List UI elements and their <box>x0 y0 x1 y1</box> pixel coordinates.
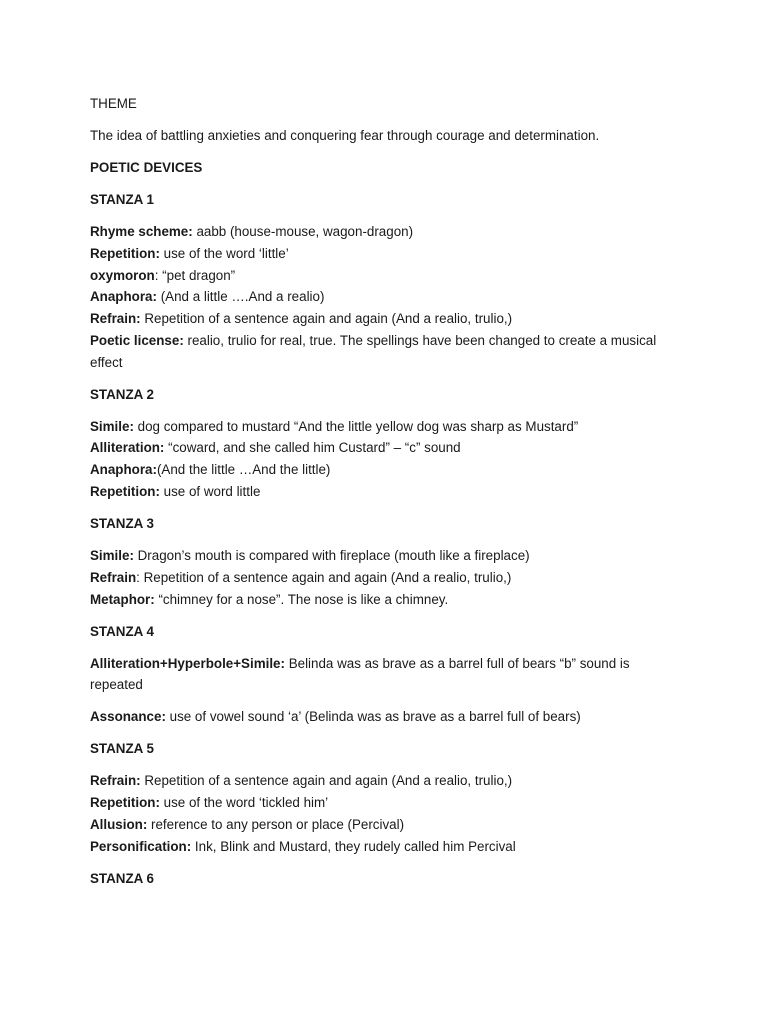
device-term: Rhyme scheme: <box>90 223 193 239</box>
device-entry <box>90 792 680 814</box>
device-description: Dragon’s mouth is compared with fireplace (mouth like a fireplace) <box>133 548 530 564</box>
device-term: Simile: <box>90 548 134 564</box>
stanza-heading: STANZA 3 <box>90 516 154 532</box>
device-entry <box>90 265 680 287</box>
device-term: Repetition: <box>90 484 160 500</box>
device-description: use of vowel sound ‘a’ (Belinda was as brave as a barrel full of bears) <box>165 709 581 725</box>
stanza-heading: STANZA 4 <box>90 623 154 639</box>
device-description: Belinda was as brave as a barrel full of bears “b” sound is repeated <box>90 655 630 693</box>
device-entry <box>90 221 680 243</box>
device-entry <box>90 481 680 503</box>
device-entry <box>90 653 680 697</box>
device-term: Assonance: <box>90 709 166 725</box>
device-description: reference to any person or place (Percival) <box>147 816 405 832</box>
stanza-heading: STANZA 2 <box>90 386 154 402</box>
device-group <box>90 221 680 374</box>
device-entry <box>90 416 680 438</box>
device-group <box>90 545 680 610</box>
device-description: realio, trulio for real, true. The spellings have been changed to create a musical effect <box>90 332 657 370</box>
device-description: aabb (house-mouse, wagon-dragon) <box>192 223 414 239</box>
device-description: dog compared to mustard “And the little yellow dog was sharp as Mustard” <box>133 418 579 434</box>
device-term: Repetition: <box>90 245 160 261</box>
stanza-heading: STANZA 6 <box>90 870 154 886</box>
device-entry <box>90 330 680 374</box>
device-description: use of the word ‘tickled him’ <box>159 795 329 811</box>
device-term: Repetition: <box>90 795 160 811</box>
device-entry <box>90 814 680 836</box>
device-description: use of word little <box>159 484 261 500</box>
device-group <box>90 653 680 697</box>
device-description: : Repetition of a sentence again and again (And a realio, trulio,) <box>136 569 512 585</box>
device-term: Simile: <box>90 418 134 434</box>
device-entry <box>90 836 680 858</box>
device-description: (And a little ….And a realio) <box>156 289 325 305</box>
device-entry <box>90 706 680 728</box>
device-entry <box>90 286 680 308</box>
device-description: Repetition of a sentence again and again (And a realio, trulio,) <box>140 311 513 327</box>
device-description: use of the word ‘little’ <box>159 245 289 261</box>
stanza-list <box>90 189 680 890</box>
device-entry <box>90 545 680 567</box>
device-entry <box>90 459 680 481</box>
device-term: Refrain: <box>90 311 141 327</box>
device-term: Personification: <box>90 838 192 854</box>
device-description: Repetition of a sentence again and again (And a realio, trulio,) <box>140 773 513 789</box>
device-entry <box>90 567 680 589</box>
device-term: Alliteration: <box>90 440 165 456</box>
device-group <box>90 770 680 857</box>
device-entry <box>90 589 680 611</box>
device-description: Ink, Blink and Mustard, they rudely called him Percival <box>191 838 516 854</box>
stanza-heading: STANZA 1 <box>90 191 154 207</box>
device-term: Refrain <box>90 569 137 585</box>
device-entry <box>90 308 680 330</box>
device-term: Anaphora: <box>90 462 157 478</box>
device-term: Allusion: <box>90 816 148 832</box>
device-group <box>90 416 680 503</box>
device-term: Alliteration+Hyperbole+Simile: <box>90 655 285 671</box>
theme-text: The idea of battling anxieties and conquering fear through courage and determination. <box>90 127 600 143</box>
device-entry <box>90 437 680 459</box>
device-group <box>90 706 680 728</box>
poetic-devices-heading: POETIC DEVICES <box>90 159 203 175</box>
document-content <box>90 93 680 900</box>
device-term: Refrain: <box>90 773 141 789</box>
device-term: Poetic license: <box>90 332 184 348</box>
device-description: “coward, and she called him Custard” – “c” sound <box>164 440 461 456</box>
device-term: Anaphora: <box>90 289 157 305</box>
stanza-heading: STANZA 5 <box>90 741 154 757</box>
device-term: Metaphor: <box>90 591 155 607</box>
device-description: (And the little …And the little) <box>156 462 331 478</box>
device-entry <box>90 770 680 792</box>
device-term: oxymoron <box>90 267 155 283</box>
device-description: : “pet dragon” <box>154 267 236 283</box>
device-description: “chimney for a nose”. The nose is like a chimney. <box>154 591 449 607</box>
theme-heading: THEME <box>90 96 137 111</box>
device-entry <box>90 243 680 265</box>
